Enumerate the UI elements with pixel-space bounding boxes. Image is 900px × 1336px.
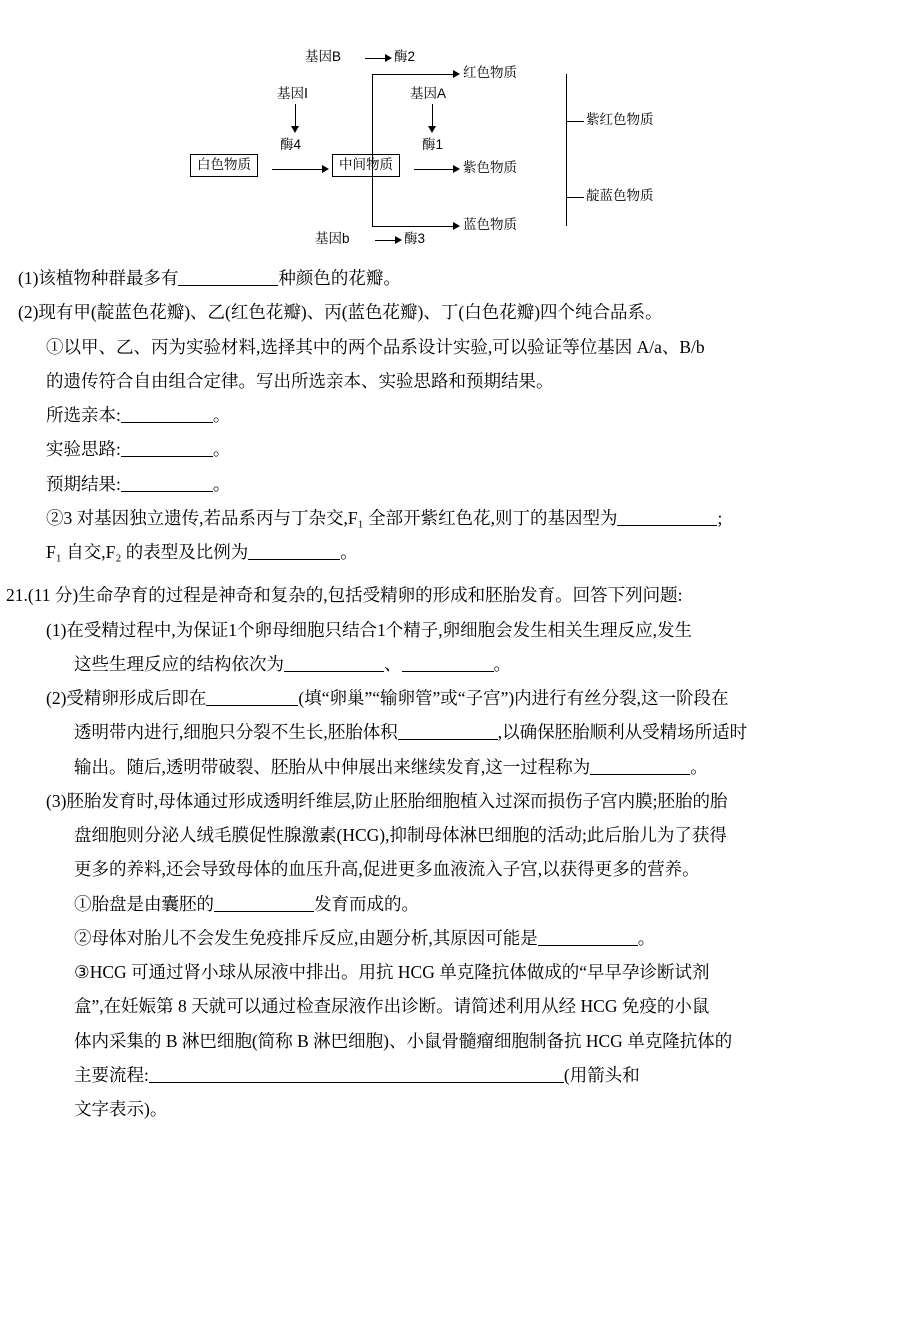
q21-item3c-blank[interactable] [149, 1082, 564, 1083]
q20-item2b-line2-tail: 。 [340, 542, 358, 562]
diagram-label-geneA: 基因A [410, 86, 447, 101]
q20-parent-label: 所选亲本: [46, 405, 121, 425]
q21-item2-line2 [74, 716, 882, 749]
q21-item3c-post: (用箭头和 [563, 1064, 640, 1085]
diagram-node-white: 白色物质 [190, 154, 258, 177]
q20-item2b-line2-text: F₁ 自交,F₂ 的表型及比例为 [46, 542, 249, 562]
metabolic-pathway-diagram [0, 42, 900, 262]
q20-parent-blank[interactable] [121, 422, 213, 423]
q21-item3b [74, 922, 882, 955]
q21-item3b-post: 。 [637, 927, 656, 948]
q20-item1-text: (1)该植物种群最多有 [18, 268, 179, 288]
q20-item2: (2)现有甲(靛蓝色花瓣)、乙(红色花瓣)、丙(蓝色花瓣)、丁(白色花瓣)四个纯合品系。 [18, 302, 663, 323]
q20-item2b-line1 [46, 502, 882, 535]
q21-item1-blank2[interactable] [402, 671, 494, 672]
q20-item2b-tail: ; [717, 507, 723, 528]
q20-idea-period: 。 [212, 439, 231, 460]
line-branch-vertical [372, 74, 373, 226]
diagram-label-geneb: 基因b [315, 231, 350, 246]
diagram-label-enzyme2: 酶2 [394, 49, 416, 64]
line-to-indigo [566, 197, 584, 198]
q21-item3-line2: 盘细胞则分泌人绒毛膜促性腺激素(HCG),抑制母体淋巴细胞的活动;此后胎儿为了获得 [74, 825, 727, 845]
line-geneA-enzyme1 [432, 104, 433, 128]
q20-item2b-line2 [46, 536, 882, 569]
q21-item1-line2-pre: 这些生理反应的结构依次为 [74, 653, 284, 674]
q21-item2-line1 [46, 682, 882, 715]
q20-idea-blank[interactable] [121, 456, 213, 457]
diagram-node-indigo: 靛蓝色物质 [586, 188, 654, 203]
q21-item2-blank1[interactable] [206, 705, 298, 706]
q21-item2-blank2[interactable] [398, 739, 498, 740]
q20-expect-label: 预期结果: [46, 473, 121, 494]
diagram-node-blue: 蓝色物质 [463, 217, 517, 232]
q20-item2b-text: ②3 对基因独立遗传,若品系丙与丁杂交,F₁ 全部开紫红色花,则丁的基因型为 [46, 507, 618, 528]
arrow-geneI-enzyme4 [291, 126, 299, 133]
diagram-label-geneI: 基因Ⅰ [277, 86, 308, 101]
q21-item3a-post: 发育而成的。 [314, 893, 419, 914]
q21-item3c-line4 [74, 1059, 882, 1092]
line-geneb-enzyme3 [375, 240, 397, 241]
q21-item3-line1: (3)胚胎发育时,母体通过形成透明纤维层,防止胚胎细胞植入过深而损伤子宫内膜;胚胎的胎 [46, 790, 728, 811]
q21-item1-sep: 、 [384, 653, 402, 674]
line-to-red [372, 74, 456, 75]
q20-item1 [18, 262, 882, 295]
q20-item2b-blank2[interactable] [248, 559, 340, 560]
line-geneB-enzyme2 [365, 58, 387, 59]
q21-item2-line3-tail: 。 [690, 756, 708, 777]
q20-item2a-line1: ①以甲、乙、丙为实验材料,选择其中的两个品系设计实验,可以验证等位基因 A/a、B/b [46, 336, 705, 357]
diagram-label-geneB: 基因B [305, 49, 342, 64]
exam-page [0, 42, 900, 1336]
diagram-label-enzyme3: 酶3 [404, 231, 426, 246]
arrow-geneb-enzyme3 [395, 236, 402, 244]
q21-item3c-line1: ③HCG 可通过肾小球从尿液中排出。用抗 HCG 单克隆抗体做成的“早早孕诊断试剂 [74, 962, 710, 982]
arrow-to-blue [453, 222, 460, 230]
arrow-to-red [453, 70, 460, 78]
diagram-node-red: 红色物质 [463, 65, 517, 80]
q21-item3c-line5: 文字表示)。 [74, 1099, 168, 1119]
q20-idea-label: 实验思路: [46, 439, 121, 460]
arrow-geneB-enzyme2 [385, 54, 392, 62]
line-geneI-enzyme4 [295, 104, 296, 128]
line-to-purple [414, 169, 456, 170]
q21-item2-line3 [74, 751, 882, 784]
question-body [0, 262, 900, 1126]
q21-item3c-pre: 主要流程: [74, 1064, 149, 1085]
q21-item2-line2-post: ,以确保胚胎顺利从受精场所适时 [497, 722, 748, 743]
arrow-white-middle [322, 165, 329, 173]
q21-item3a-blank[interactable] [214, 911, 314, 912]
diagram-label-enzyme1: 酶1 [422, 137, 444, 152]
q20-item2a-line2: 的遗传符合自由组合定律。写出所选亲本、实验思路和预期结果。 [46, 370, 554, 391]
q20-expect-row [46, 468, 882, 501]
q21-item1-tail: 。 [493, 653, 511, 674]
q21-item2-blank3[interactable] [590, 774, 690, 775]
q20-expect-period: 。 [212, 473, 231, 494]
q20-expect-blank[interactable] [121, 491, 213, 492]
q21-item3c-line2: 盒”,在妊娠第 8 天就可以通过检查尿液作出诊断。请简述利用从经 HCG 免疫的小鼠 [74, 996, 710, 1017]
q21-item3b-blank[interactable] [538, 945, 638, 946]
q20-item1-tail: 种颜色的花瓣。 [278, 268, 401, 288]
diagram-node-purplered: 紫红色物质 [586, 112, 654, 127]
q20-item2b-blank1[interactable] [617, 525, 717, 526]
q21-item3b-pre: ②母体对胎儿不会发生免疫排斥反应,由题分析,其原因可能是 [74, 927, 538, 948]
q21-item3a-pre: ①胎盘是由囊胚的 [74, 893, 214, 914]
q21-item2-line2-pre: 透明带内进行,细胞只分裂不生长,胚胎体积 [74, 722, 398, 743]
diagram-node-purple: 紫色物质 [463, 160, 517, 175]
q20-parent-row [46, 399, 882, 432]
q20-parent-period: 。 [212, 405, 231, 425]
line-to-purplered [566, 121, 584, 122]
line-white-middle [272, 169, 324, 170]
q21-item2-line3-pre: 输出。随后,透明带破裂、胚胎从中伸展出来继续发育,这一过程称为 [74, 756, 591, 777]
arrow-to-purple [453, 165, 460, 173]
q21-item3a [74, 888, 882, 921]
arrow-geneA-enzyme1 [428, 126, 436, 133]
line-to-blue [372, 226, 456, 227]
q20-item1-blank[interactable] [178, 285, 278, 286]
q21-item1-line1: (1)在受精过程中,为保证1个卵母细胞只结合1个精子,卵细胞会发生相关生理反应,发生 [46, 619, 693, 640]
q21-item3-line3: 更多的养料,还会导致母体的血压升高,促进更多血液流入子宫,以获得更多的营养。 [74, 859, 700, 880]
q20-idea-row [46, 433, 882, 466]
q21-item2-post: (填“卵巢”“输卵管”或“子宫”)内进行有丝分裂,这一阶段在 [298, 688, 729, 708]
q21-item1-blank1[interactable] [284, 671, 384, 672]
q21-item2-pre: (2)受精卵形成后即在 [46, 688, 207, 708]
q21-stem: 21.(11 分)生命孕育的过程是神奇和复杂的,包括受精卵的形成和胚胎发育。回答下列问题: [6, 585, 683, 606]
diagram-node-middle: 中间物质 [332, 154, 400, 177]
q21-item1-line2 [74, 648, 882, 681]
q21-item3c-line3: 体内采集的 B 淋巴细胞(简称 B 淋巴细胞)、小鼠骨髓瘤细胞制备抗 HCG 单克隆抗体的 [74, 1030, 733, 1051]
diagram-label-enzyme4: 酶4 [280, 137, 302, 152]
